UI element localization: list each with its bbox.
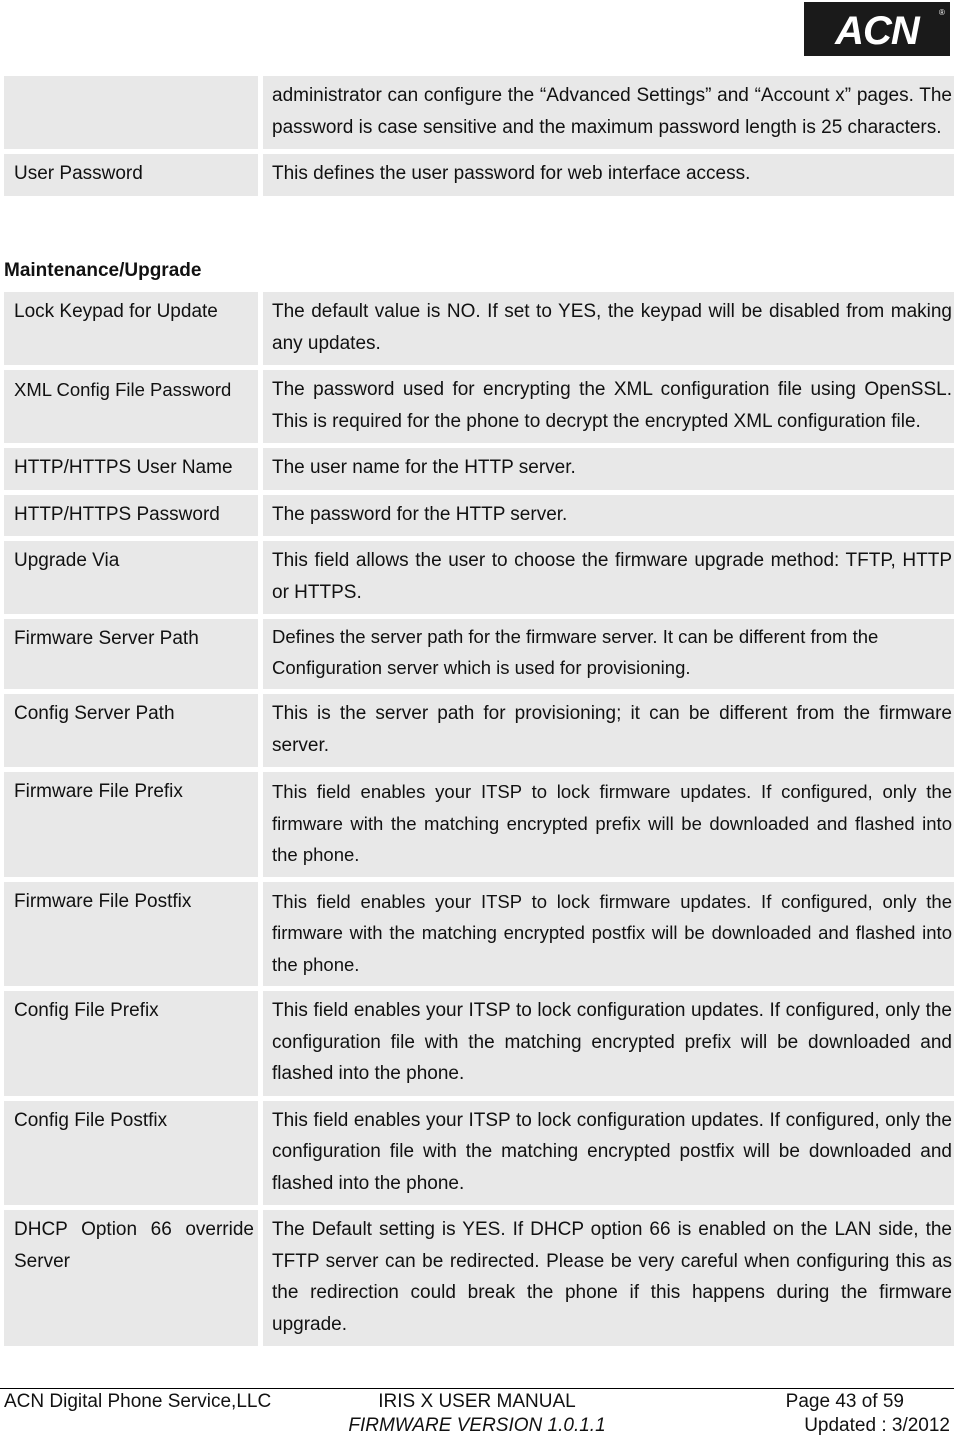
row-description: This field enables your ITSP to lock configuration updates. If configured, only the configuration file with the matching encrypted postfix will be downloaded and flashed into the phone. [263,1101,954,1206]
row-name: HTTP/HTTPS Password [4,495,258,537]
row-name: Firmware File Prefix [4,772,258,877]
row-name: User Password [4,154,258,196]
table-row [4,448,954,490]
row-description: The Default setting is YES. If DHCP option 66 is enabled on the LAN side, the TFTP server can be redirected. Please be very careful when configuring this as the redirection could break the phone if this happens during the firmware upgrade. [263,1210,954,1346]
table-row [4,694,954,767]
logo-text: ACN [835,9,919,53]
row-name: Config File Postfix [4,1101,258,1206]
maintenance-table [4,292,954,1346]
table-row [4,1210,954,1346]
row-description: This field enables your ITSP to lock configuration updates. If configured, only the configuration file with the matching encrypted prefix will be downloaded and flashed into the phone. [263,991,954,1096]
row-name: Firmware Server Path [4,619,258,689]
row-description: Defines the server path for the firmware server. It can be different from the Configuration server which is used for provisioning. [263,619,954,689]
table-row [4,495,954,537]
row-name [4,76,258,149]
row-description: The user name for the HTTP server. [263,448,954,490]
row-name: Firmware File Postfix [4,882,258,987]
table-row [4,619,954,689]
table-row [4,292,954,365]
row-name: Config Server Path [4,694,258,767]
row-name: DHCP Option 66 override Server [4,1210,258,1346]
table-row [4,76,954,149]
row-name: Config File Prefix [4,991,258,1096]
table-row [4,541,954,614]
row-description: The default value is NO. If set to YES, the keypad will be disabled from making any updates. [263,292,954,365]
row-description: The password for the HTTP server. [263,495,954,537]
table-row [4,772,954,877]
footer-divider [0,1388,954,1389]
table-row [4,370,954,443]
row-name: HTTP/HTTPS User Name [4,448,258,490]
table-row [4,1101,954,1206]
acn-logo [804,2,950,56]
footer-updated: Updated : 3/2012 [804,1415,950,1436]
table-row [4,991,954,1096]
row-description: This is the server path for provisioning; it can be different from the firmware server. [263,694,954,767]
row-description: This defines the user password for web interface access. [263,154,954,196]
section-title: Maintenance/Upgrade [4,260,202,281]
row-name: Lock Keypad for Update [4,292,258,365]
row-description: This field allows the user to choose the firmware upgrade method: TFTP, HTTP or HTTPS. [263,541,954,614]
footer-right [786,1390,950,1438]
table-row [4,882,954,987]
footer-firmware-version: FIRMWARE VERSION 1.0.1.1 [348,1415,606,1436]
row-description: This field enables your ITSP to lock firmware updates. If configured, only the firmware with the matching encrypted prefix will be downloaded and flashed into the phone. [263,772,954,877]
row-name: XML Config File Password [4,370,258,443]
row-description: This field enables your ITSP to lock firmware updates. If configured, only the firmware with the matching encrypted postfix will be downloaded and flashed into the phone. [263,882,954,987]
svg-text:®: ® [939,8,945,17]
table-row [4,154,954,196]
footer-manual-title: IRIS X USER MANUAL [378,1391,576,1412]
footer-page-number: Page 43 of 59 [785,1391,904,1412]
top-table [4,76,954,196]
row-description: administrator can configure the “Advanced Settings” and “Account x” pages. The password is case sensitive and the maximum password length is 25 characters. [263,76,954,149]
row-description: The password used for encrypting the XML configuration file using OpenSSL. This is required for the phone to decrypt the encrypted XML configuration file. [263,370,954,443]
footer-company: ACN Digital Phone Service,LLC [4,1391,272,1412]
row-name: Upgrade Via [4,541,258,614]
